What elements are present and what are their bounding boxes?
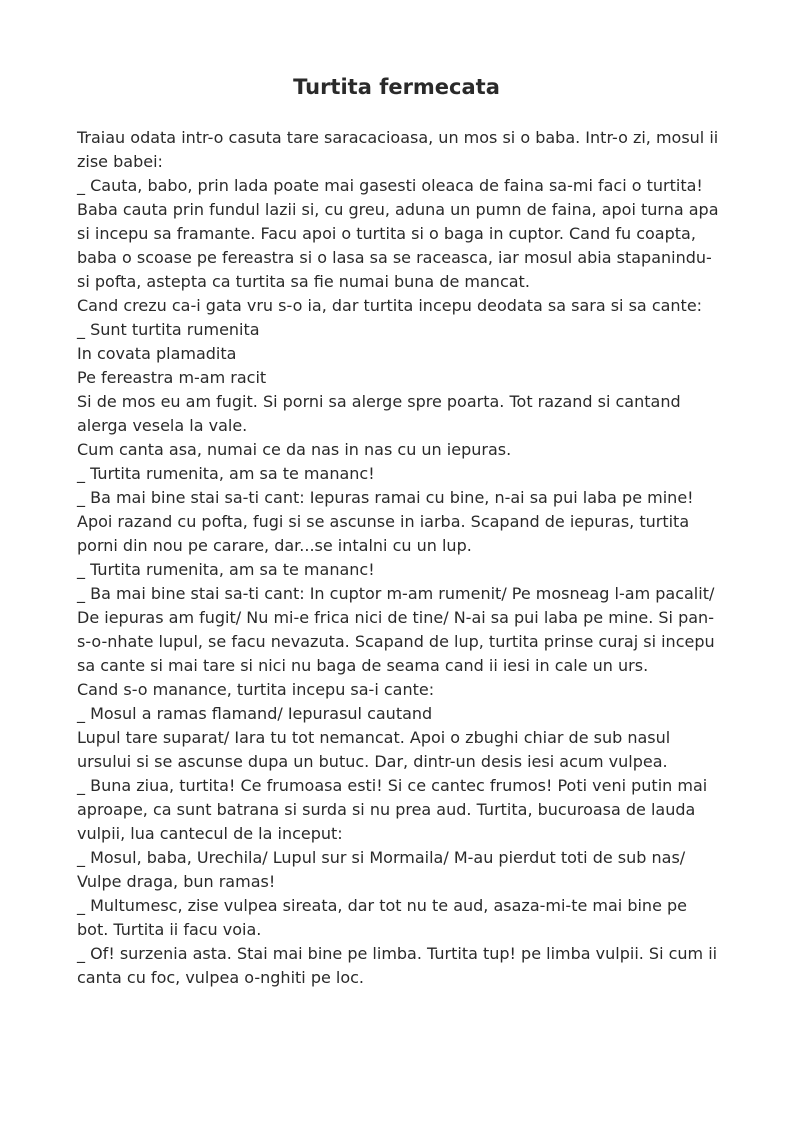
text-line: s-o-nhate lupul, se facu nevazuta. Scapand de lup, turtita prinse curaj si incepu bbox=[77, 632, 715, 651]
text-line: Apoi razand cu pofta, fugi si se ascunse in iarba. Scapand de iepuras, turtita bbox=[77, 512, 690, 531]
text-line: _ Turtita rumenita, am sa te mananc! bbox=[77, 464, 375, 483]
text-line: _ Ba mai bine stai sa-ti cant: In cuptor m-am rumenit/ Pe mosneag l-am pacalit/ bbox=[77, 584, 715, 603]
text-line: _ Sunt turtita rumenita bbox=[77, 320, 260, 339]
text-line: Baba cauta prin fundul lazii si, cu greu, aduna un pumn de faina, apoi turna apa bbox=[77, 200, 719, 219]
text-line: vulpii, lua cantecul de la inceput: bbox=[77, 824, 343, 843]
text-line: canta cu foc, vulpea o-nghiti pe loc. bbox=[77, 968, 365, 987]
text-line: Pe fereastra m-am racit bbox=[77, 368, 267, 387]
text-line: aproape, ca sunt batrana si surda si nu prea aud. Turtita, bucuroasa de lauda bbox=[77, 800, 696, 819]
text-line: Cum canta asa, numai ce da nas in nas cu un iepuras. bbox=[77, 440, 512, 459]
text-line: baba o scoase pe fereastra si o lasa sa se raceasca, iar mosul abia stapanindu- bbox=[77, 248, 712, 267]
text-line: _ Multumesc, zise vulpea sireata, dar tot nu te aud, asaza-mi-te mai bine pe bbox=[77, 896, 687, 915]
text-line: _ Ba mai bine stai sa-ti cant: Iepuras ramai cu bine, n-ai sa pui laba pe mine! bbox=[77, 488, 694, 507]
text-line: _ Buna ziua, turtita! Ce frumoasa esti! Si ce cantec frumos! Poti veni putin mai bbox=[77, 776, 708, 795]
text-line: Lupul tare suparat/ Iara tu tot nemancat. Apoi o zbughi chiar de sub nasul bbox=[77, 728, 671, 747]
text-line: zise babei: bbox=[77, 152, 163, 171]
text-line: Cand crezu ca-i gata vru s-o ia, dar turtita incepu deodata sa sara si sa cante: bbox=[77, 296, 703, 315]
document-title: Turtita fermecata bbox=[293, 75, 500, 99]
text-line: _ Mosul, baba, Urechila/ Lupul sur si Mormaila/ M-au pierdut toti de sub nas/ bbox=[77, 848, 686, 867]
text-line: si pofta, astepta ca turtita sa fie numai buna de mancat. bbox=[77, 272, 530, 291]
text-line: porni din nou pe carare, dar...se intalni cu un lup. bbox=[77, 536, 472, 555]
text-line: bot. Turtita ii facu voia. bbox=[77, 920, 262, 939]
text-line: Traiau odata intr-o casuta tare saracacioasa, un mos si o baba. Intr-o zi, mosul ii bbox=[77, 128, 719, 147]
text-line: _ Turtita rumenita, am sa te mananc! bbox=[77, 560, 375, 579]
text-line: In covata plamadita bbox=[77, 344, 237, 363]
text-line: Cand s-o manance, turtita incepu sa-i cante: bbox=[77, 680, 435, 699]
text-line: Vulpe draga, bun ramas! bbox=[77, 872, 276, 891]
text-line: De iepuras am fugit/ Nu mi-e frica nici de tine/ N-ai sa pui laba pe mine. Si pan- bbox=[77, 608, 714, 627]
text-line: Si de mos eu am fugit. Si porni sa alerge spre poarta. Tot razand si cantand bbox=[77, 392, 681, 411]
text-line: _ Cauta, babo, prin lada poate mai gasesti oleaca de faina sa-mi faci o turtita! bbox=[77, 176, 703, 195]
text-line: alerga vesela la vale. bbox=[77, 416, 248, 435]
text-line: _ Mosul a ramas flamand/ Iepurasul cautand bbox=[77, 704, 433, 723]
text-line: _ Of! surzenia asta. Stai mai bine pe limba. Turtita tup! pe limba vulpii. Si cum ii bbox=[77, 944, 718, 963]
text-line: ursului si se ascunse dupa un butuc. Dar, dintr-un desis iesi acum vulpea. bbox=[77, 752, 668, 771]
document-body bbox=[77, 126, 727, 990]
text-line: sa cante si mai tare si nici nu baga de seama cand ii iesi in cale un urs. bbox=[77, 656, 649, 675]
text-line: si incepu sa framante. Facu apoi o turtita si o baga in cuptor. Cand fu coapta, bbox=[77, 224, 696, 243]
